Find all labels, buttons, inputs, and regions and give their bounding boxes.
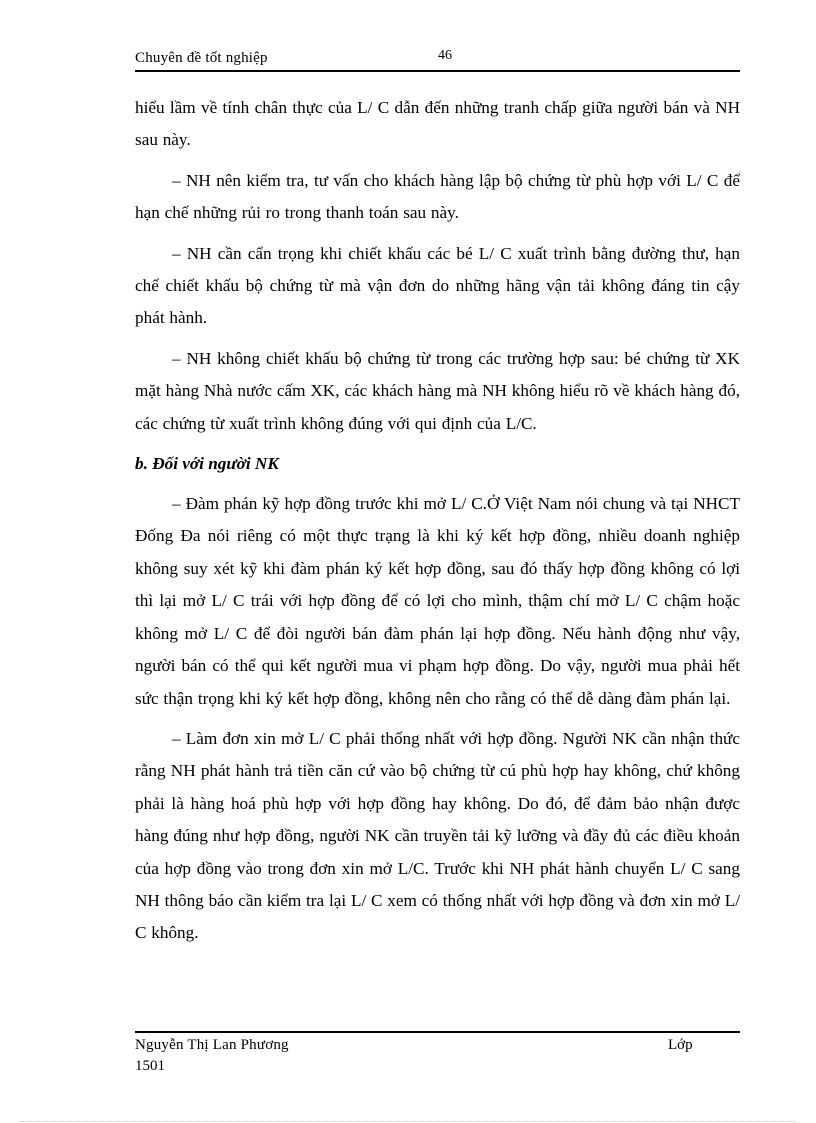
paragraph-bullet: – NH không chiết khấu bộ chứng từ trong các trường hợp sau: bé chứng từ XK mặt hàng Nhà nước cấm XK, các khách hàng mà NH không hiểu rõ về khách hàng đó, các chứng từ xuất trình không đúng với qui định của L/C. xyxy=(135,348,740,433)
footer-class-number: 1501 xyxy=(135,1058,165,1074)
paragraph-bullet: – Đàm phán kỹ hợp đồng trước khi mở L/ C.Ở Việt Nam nói chung và tại NHCT Đống Đa nói riêng có một thực trạng là khi ký kết hợp đồng, nhiều doanh nghiệp không suy xét kỹ khi đàm phán ký kết hợp đồng, sau đó thấy hợp đồng không có lợi thì lại mở L/ C trái với hợp đồng để có lợi cho mình, thậm chí mở L/ C chậm hoặc không mở L/ C để đòi người bán đàm phán lại hợp đồng. Nếu hành động như vậy, người bán có thể qui kết người mua vi phạm hợp đồng. Do vậy, người mua phải hết sức thận trọng khi ký kết hợp đồng, không nên cho rằng có thể dễ dàng đàm phán lại. xyxy=(135,494,740,708)
footer-class-label: Lớp xyxy=(668,1037,693,1053)
page-footer xyxy=(135,1031,740,1074)
section-heading: b. Đối với người NK xyxy=(135,454,279,474)
page-header xyxy=(135,46,740,72)
paragraph-bullet: – Làm đơn xin mở L/ C phải thống nhất với hợp đồng. Người NK cần nhận thức rằng NH phát hành trả tiền căn cứ vào bộ chứng từ cú phù hợp hay không, chứ không phải là hàng hoá phù hợp với hợp đồng hay không. Do đó, để đảm bảo nhận được hàng đúng như hợp đồng, người NK cần truyền tải kỹ lưỡng và đầy đủ các điều khoản của hợp đồng vào trong đơn xin mở L/C. Trước khi NH phát hành chuyển L/ C sang NH thông báo cần kiểm tra lại L/ C xem có thống nhất với hợp đồng và đơn xin mở L/ C không. xyxy=(135,728,740,943)
document-body xyxy=(135,92,740,958)
page-number: 46 xyxy=(438,48,452,63)
paragraph-bullet: – NH cần cẩn trọng khi chiết khấu các bé L/ C xuất trình bằng đường thư, hạn chế chiết khấu bộ chứng từ mà vận đơn do những hãng vận tải không đáng tin cậy phát hành. xyxy=(135,243,740,328)
footer-author: Nguyễn Thị Lan Phương xyxy=(135,1037,289,1053)
paragraph-continuation: hiểu lầm về tính chân thực của L/ C dẫn đến những tranh chấp giữa người bán và NH sau này. xyxy=(135,98,740,150)
header-title: Chuyên đề tốt nghiệp xyxy=(135,50,268,66)
paragraph-bullet: – NH nên kiểm tra, tư vấn cho khách hàng lập bộ chứng từ phù hợp với L/ C để hạn chế những rủi ro trong thanh toán sau này. xyxy=(135,170,740,223)
page-edge-divider xyxy=(20,1121,796,1122)
